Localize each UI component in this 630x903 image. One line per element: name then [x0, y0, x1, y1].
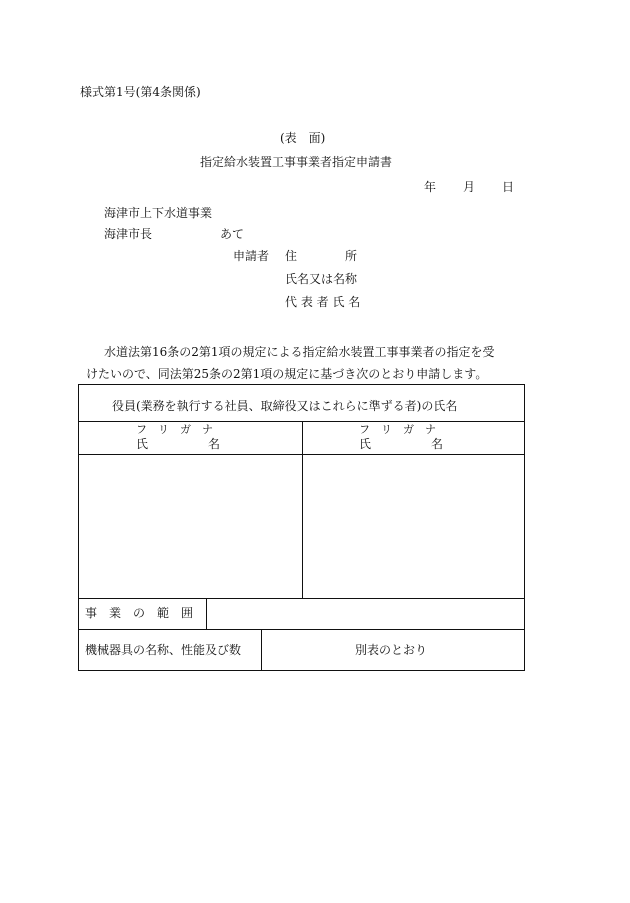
name-left-header: 氏 名 — [136, 437, 221, 451]
applicant-label: 申請者 — [233, 249, 270, 263]
table-divider — [79, 598, 524, 599]
addressee-person: 海津市長 — [104, 227, 153, 241]
applicant-representative-label: 代 表 者 氏 名 — [285, 295, 361, 309]
side-label: (表 面) — [280, 131, 326, 145]
equipment-label: 機械器具の名称、性能及び数 — [85, 643, 242, 657]
business-scope-label: 事 業 の 範 囲 — [85, 606, 194, 620]
table-column-divider — [206, 598, 207, 629]
officer-names-right-field[interactable] — [303, 455, 524, 597]
document-title: 指定給水装置工事事業者指定申請書 — [200, 155, 393, 169]
furigana-left-header: フ リ ガ ナ — [136, 423, 213, 436]
name-right-header: 氏 名 — [359, 437, 444, 451]
equipment-value: 別表のとおり — [355, 643, 428, 657]
date-day: 日 — [502, 180, 515, 194]
addressee-org: 海津市上下水道事業 — [104, 206, 213, 220]
form-number: 様式第1号(第4条関係) — [80, 85, 201, 99]
officer-names-left-field[interactable] — [79, 455, 301, 597]
applicant-name-label: 氏名又は名称 — [285, 272, 358, 286]
application-table — [78, 384, 525, 671]
addressee-suffix: あて — [220, 227, 245, 241]
business-scope-field[interactable] — [213, 606, 519, 630]
officers-header: 役員(業務を執行する社員、取締役又はこれらに準ずる者)の氏名 — [112, 399, 458, 413]
body-line-2: けたいので、同法第25条の2第1項の規定に基づき次のとおり申請します。 — [86, 367, 488, 381]
date-year: 年 — [424, 180, 437, 194]
body-line-1: 水道法第16条の2第1項の規定による指定給水装置工事事業者の指定を受 — [104, 345, 495, 359]
date-month: 月 — [463, 180, 476, 194]
table-column-divider — [261, 629, 262, 671]
furigana-right-header: フ リ ガ ナ — [359, 423, 436, 436]
applicant-address-label: 住 所 — [285, 249, 358, 263]
